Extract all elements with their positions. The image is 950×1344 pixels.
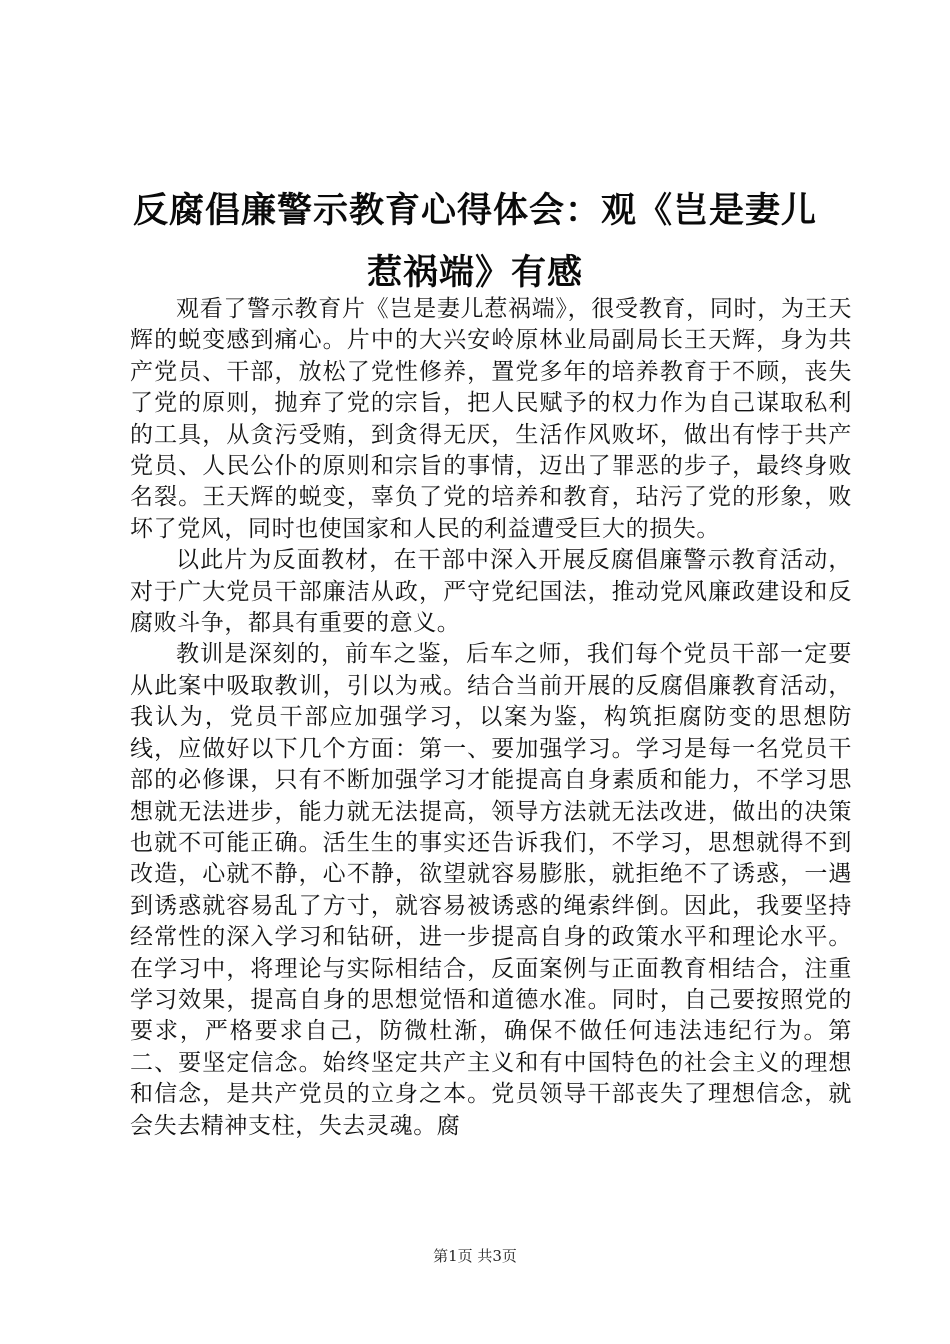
page-title: 反腐倡廉警示教育心得体会：观《岂是妻儿惹祸端》有感 — [132, 190, 817, 293]
paragraph-significance: 以此片为反面教材，在干部中深入开展反腐倡廉警示教育活动，对于广大党员干部廉洁从政，严守党纪国法，推动党风廉政建设和反腐败斗争，都具有重要的意义。 — [130, 547, 852, 637]
document-body — [130, 294, 852, 1142]
paragraph-lessons: 教训是深刻的，前车之鉴，后车之师，我们每个党员干部一定要从此案中吸取教训，引以为戒。结合当前开展的反腐倡廉教育活动，我认为，党员干部应加强学习，以案为鉴，构筑拒腐防变的思想防线，应做好以下几个方面：第一、要加强学习。学习是每一名党员干部的必修课，只有不断加强学习才能提高自身素质和能力，不学习思想就无法进步，能力就无法提高，领导方法就无法改进，做出的决策也就不可能正确。活生生的事实还告诉我们，不学习，思想就得不到改造，心就不静，心不静，欲望就容易膨胀，就拒绝不了诱惑，一遇到诱惑就容易乱了方寸，就容易被诱惑的绳索绊倒。因此，我要坚持经常性的深入学习和钻研，进一步提高自身的政策水平和理论水平。在学习中，将理论与实际相结合，反面案例与正面教育相结合，注重学习效果，提高自身的思想觉悟和道德水准。同时，自己要按照党的要求，严格要求自己，防微杜渐，确保不做任何违法违纪行为。第二、要坚定信念。始终坚定共产主义和有中国特色的社会主义的理想和信念，是共产党员的立身之本。党员领导干部丧失了理想信念，就会失去精神支柱，失去灵魂。腐 — [130, 641, 852, 1139]
page-footer: 第1页 共3页 — [433, 1247, 517, 1265]
paragraph-intro: 观看了警示教育片《岂是妻儿惹祸端》，很受教育，同时，为王天辉的蜕变感到痛心。片中的大兴安岭原林业局副局长王天辉，身为共产党员、干部，放松了党性修养，置党多年的培养教育于不顾，丧失了党的原则，抛弃了党的宗旨，把人民赋予的权力作为自己谋取私利的工具，从贪污受贿，到贪得无厌，生活作风败坏，做出有悖于共产党员、人民公仆的原则和宗旨的事情，迈出了罪恶的步子，最终身败名裂。王天辉的蜕变，辜负了党的培养和教育，玷污了党的形象，败坏了党风，同时也使国家和人民的利益遭受巨大的损失。 — [130, 296, 852, 542]
